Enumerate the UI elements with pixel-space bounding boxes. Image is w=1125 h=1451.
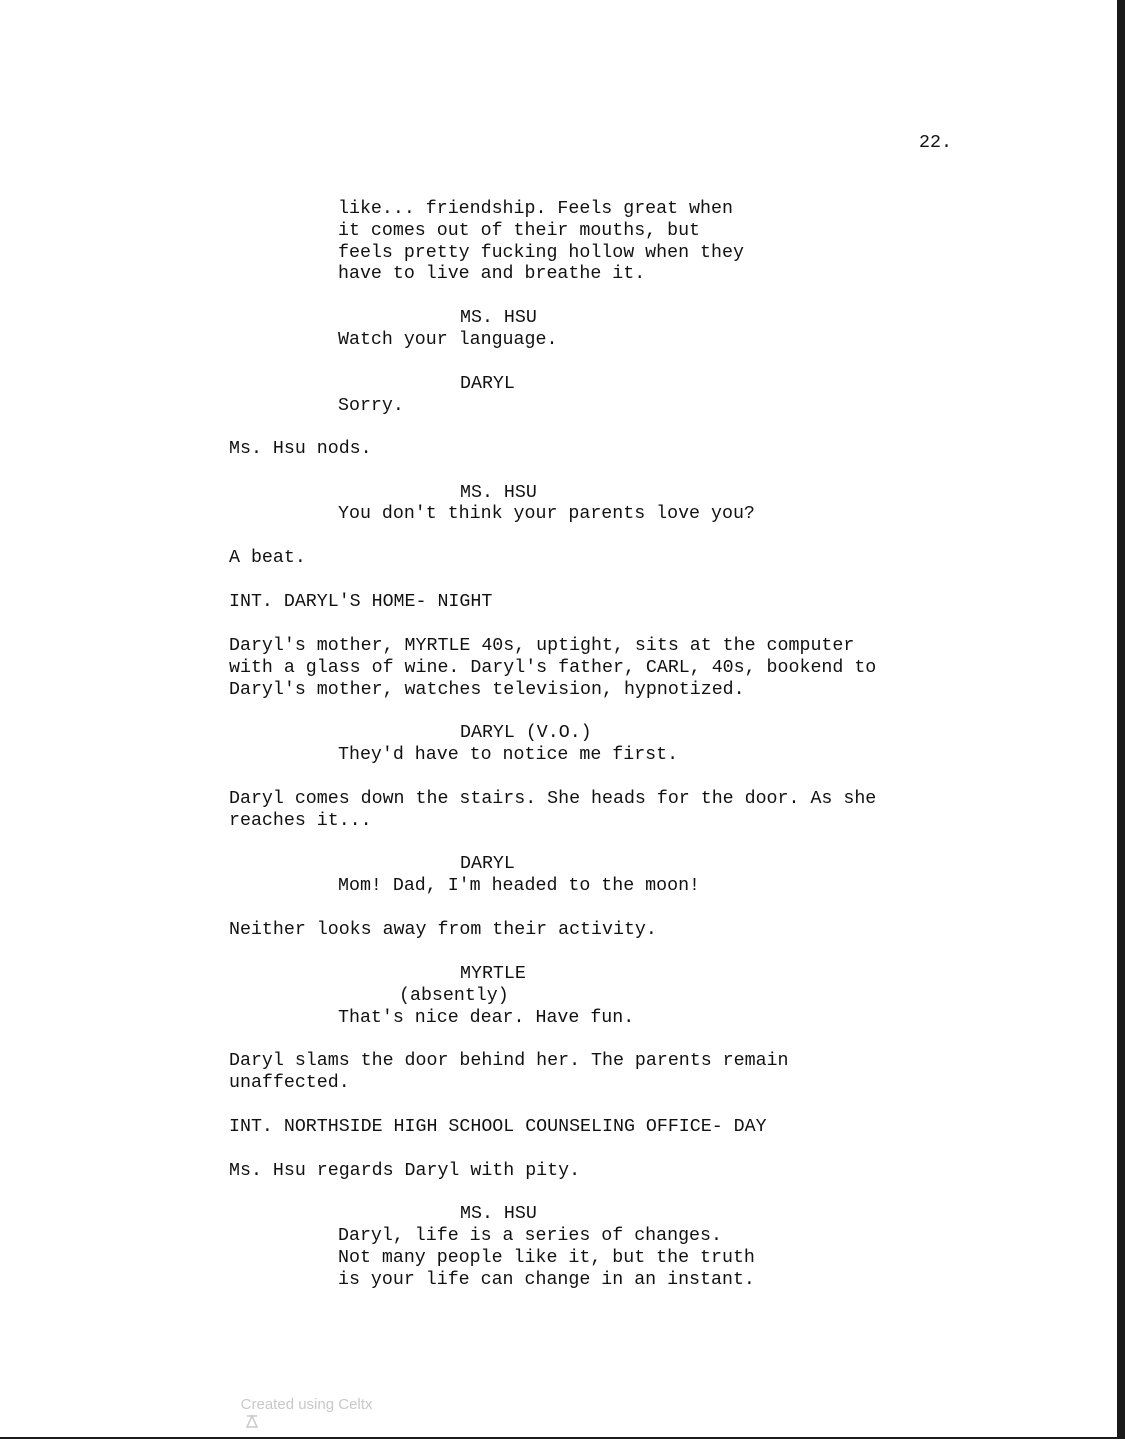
- celtx-logo-icon: [221, 1396, 233, 1410]
- action-line: reaches it...: [229, 810, 372, 831]
- dialogue-line: Watch your language.: [338, 330, 558, 350]
- action-line: Ms. Hsu nods.: [229, 439, 372, 459]
- dialogue-line: Daryl, life is a series of changes.: [338, 1226, 722, 1246]
- character-name: MS. HSU: [460, 483, 537, 503]
- dialogue-line: Mom! Dad, I'm headed to the moon!: [338, 876, 701, 896]
- character-name: DARYL: [460, 374, 515, 394]
- dialogue-line: feels pretty fucking hollow when they: [338, 242, 744, 263]
- page-border-bottom: [0, 1437, 1125, 1439]
- footer-watermark: [204, 1378, 444, 1413]
- page-number: 22.: [919, 133, 952, 153]
- page-border-right: [1117, 0, 1125, 1439]
- dialogue-line: have to live and breathe it.: [338, 264, 646, 285]
- action-line: Ms. Hsu regards Daryl with pity.: [229, 1161, 581, 1181]
- dialogue-line: it comes out of their mouths, but: [338, 220, 701, 241]
- action-line: Daryl's mother, MYRTLE 40s, uptight, sits at the computer: [229, 636, 855, 656]
- action-line: unaffected.: [229, 1072, 350, 1093]
- action-line: A beat.: [229, 548, 306, 568]
- character-name: DARYL: [460, 854, 515, 874]
- character-name: MS. HSU: [460, 1204, 537, 1224]
- dialogue-line: That's nice dear. Have fun.: [338, 1008, 635, 1028]
- action-line: Daryl slams the door behind her. The parents remain: [229, 1051, 789, 1071]
- dialogue-line: You don't think your parents love you?: [338, 504, 755, 524]
- parenthetical: (absently): [399, 986, 509, 1006]
- dialogue-line: Not many people like it, but the truth: [338, 1247, 755, 1268]
- action-block: [229, 789, 876, 833]
- action-block: [229, 1051, 789, 1095]
- dialogue-line: Sorry.: [338, 396, 404, 416]
- action-block: [229, 636, 876, 701]
- scene-heading: INT. NORTHSIDE HIGH SCHOOL COUNSELING OFFICE- DAY: [229, 1117, 767, 1137]
- dialogue-block: [338, 199, 744, 286]
- dialogue-line: They'd have to notice me first.: [338, 745, 679, 765]
- action-line: Daryl's mother, watches television, hypnotized.: [229, 679, 745, 700]
- dialogue-line: is your life can change in an instant.: [338, 1269, 755, 1290]
- character-name: DARYL (V.O.): [460, 723, 592, 743]
- dialogue-line: like... friendship. Feels great when: [338, 199, 733, 219]
- scene-heading: INT. DARYL'S HOME- NIGHT: [229, 592, 493, 612]
- footer-text: Created using Celtx: [240, 1396, 373, 1413]
- action-line: Neither looks away from their activity.: [229, 920, 657, 940]
- action-line: Daryl comes down the stairs. She heads for the door. As she: [229, 789, 877, 809]
- action-line: with a glass of wine. Daryl's father, CARL, 40s, bookend to: [229, 657, 877, 678]
- character-name: MS. HSU: [460, 308, 537, 328]
- dialogue-block: [338, 1226, 755, 1291]
- character-name: MYRTLE: [460, 964, 526, 984]
